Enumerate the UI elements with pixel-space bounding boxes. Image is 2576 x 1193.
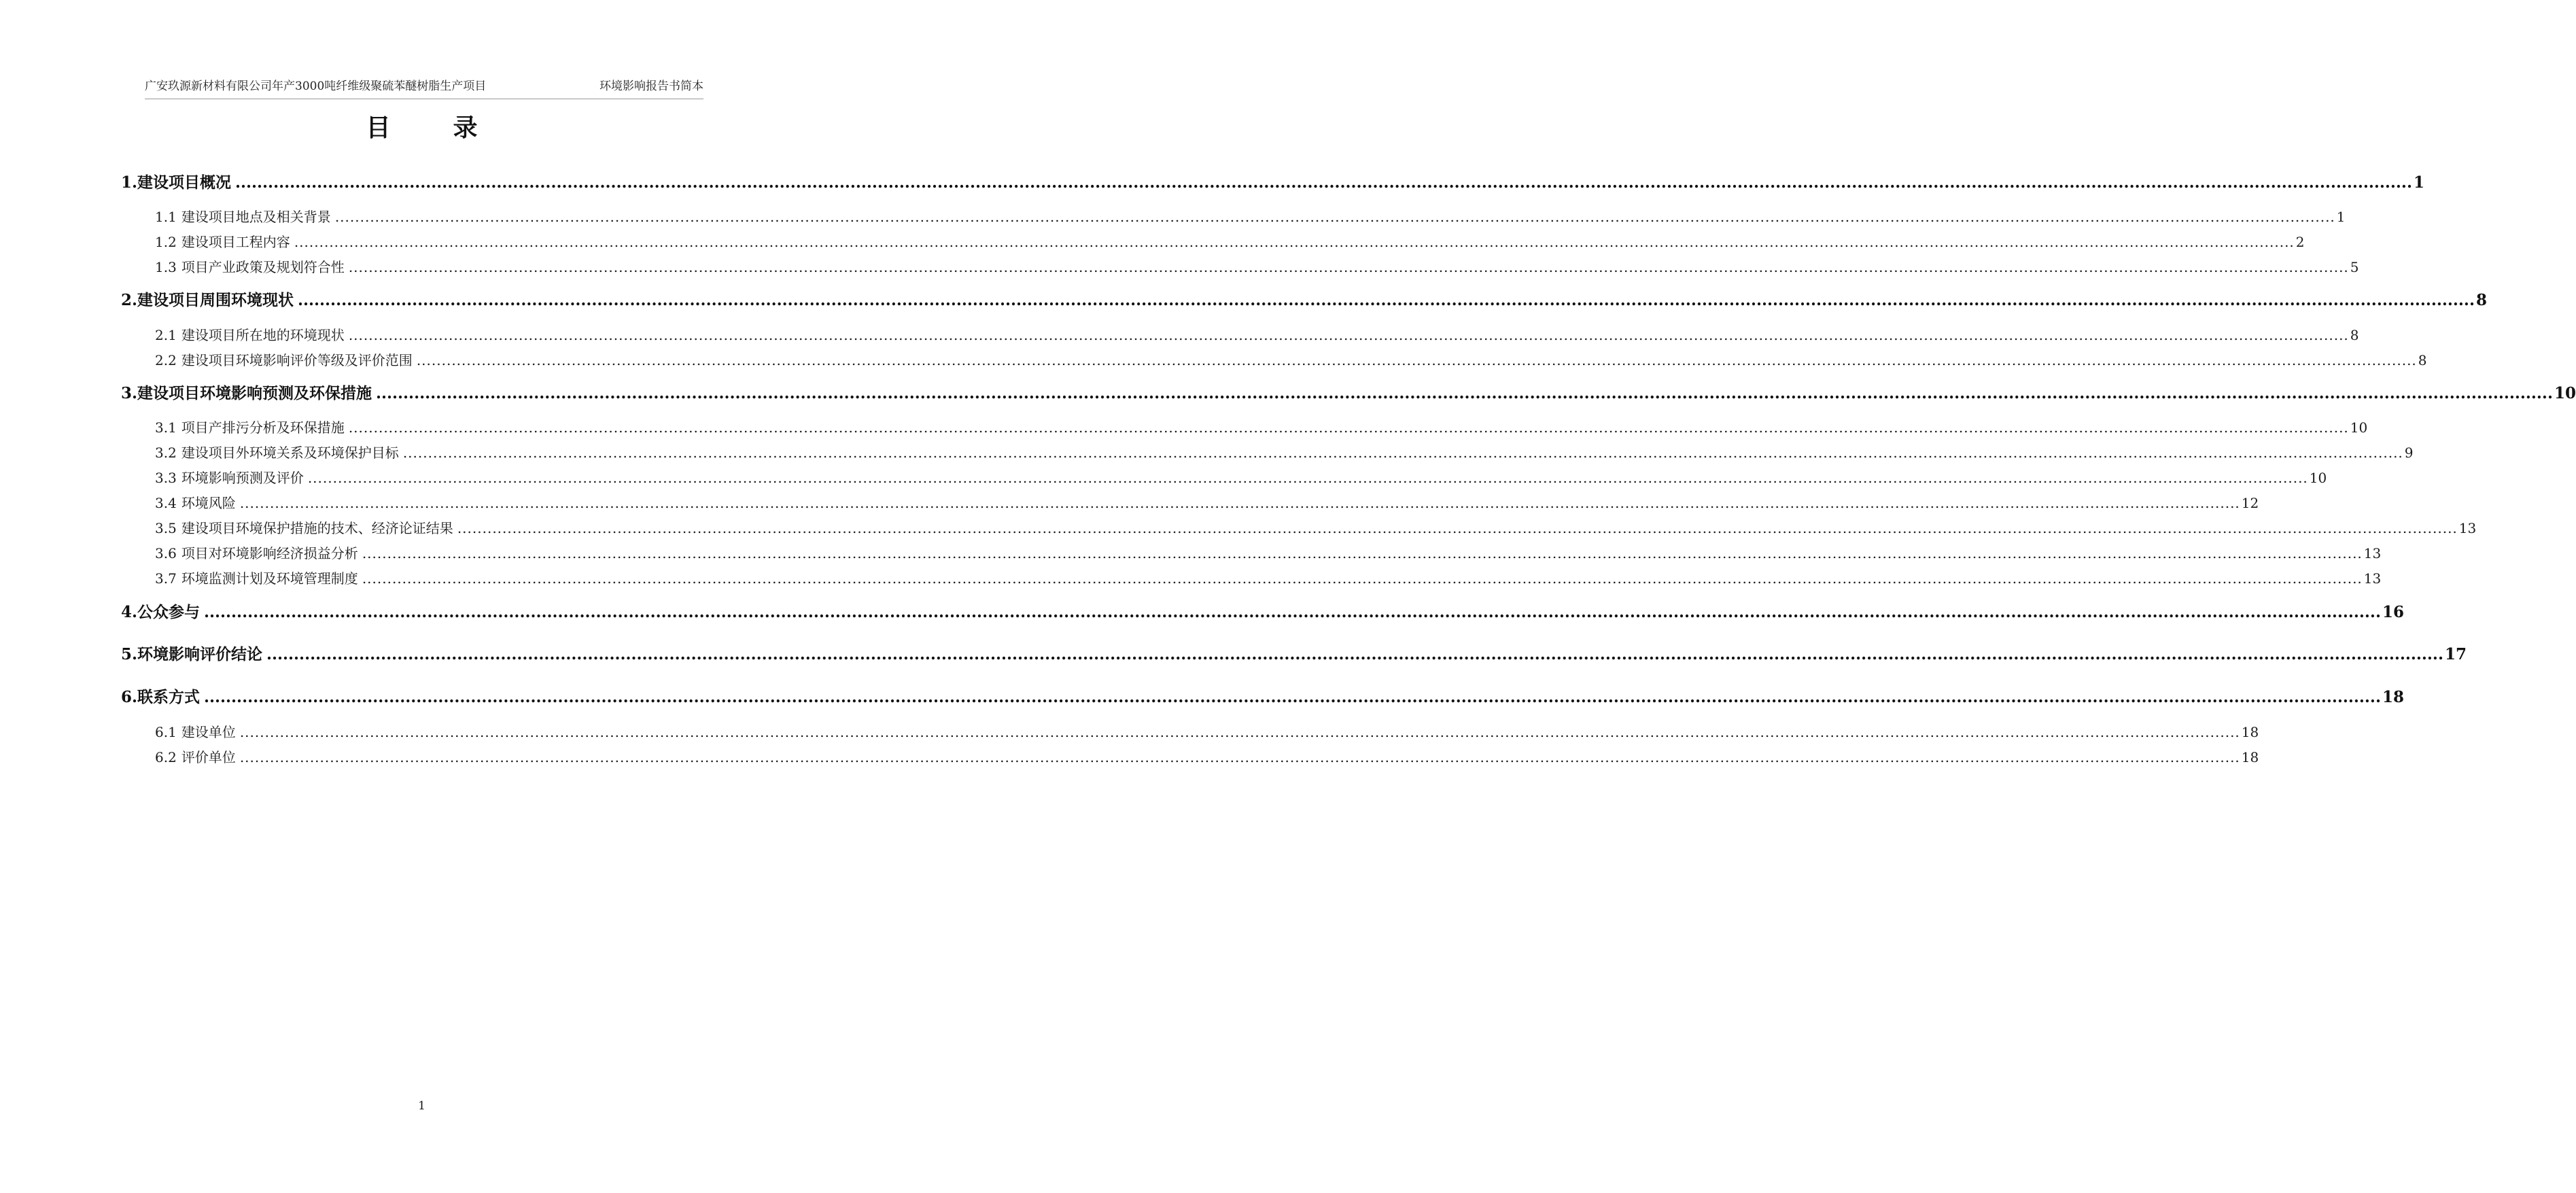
toc-entry[interactable]: [155, 208, 2346, 226]
toc-entry-title: 环境影响预测及评价: [181, 470, 304, 486]
toc-entry-page: 16: [2382, 603, 2404, 621]
toc-leader-dots: ................................................................................................................................................................................................................................................................................................................................................................................................................: [362, 545, 2363, 561]
toc-leader-dots: ................................................................................................................................................................................................................................................................................................................................................................................................................: [298, 291, 2475, 309]
toc-leader-dots: ................................................................................................................................................................................................................................................................................................................................................................................................................: [376, 384, 2553, 402]
toc-leader-dots: ................................................................................................................................................................................................................................................................................................................................................................................................................: [239, 724, 2240, 740]
header-project-title: 广安玖源新材料有限公司年产3000吨纤维级聚硫苯醚树脂生产项目: [145, 80, 487, 93]
toc-leader-dots: ................................................................................................................................................................................................................................................................................................................................................................................................................: [235, 173, 2412, 192]
toc-entry[interactable]: [155, 469, 2327, 487]
toc-entry-number: 1.1: [155, 209, 177, 225]
toc-entry-page: 13: [2458, 520, 2477, 536]
toc-entry-title: 公众参与: [137, 603, 201, 621]
toc-entry-page: 10: [2309, 470, 2327, 486]
toc-entry-number: 3.2: [155, 445, 177, 461]
toc-leader-dots: ................................................................................................................................................................................................................................................................................................................................................................................................................: [334, 209, 2335, 225]
toc-leader-dots: ................................................................................................................................................................................................................................................................................................................................................................................................................: [362, 570, 2363, 587]
toc-entry-title: 建设项目所在地的环境现状: [181, 327, 345, 343]
toc-entry-page: 5: [2350, 259, 2359, 275]
toc-entry-page: 13: [2363, 545, 2382, 561]
toc-entry[interactable]: [155, 519, 2477, 537]
toc-entry-page: 10: [2350, 419, 2368, 436]
toc-entry-page: 18: [2241, 724, 2259, 740]
toc-entry-number: 2.2: [155, 352, 177, 368]
toc-entry-number: 1.2: [155, 234, 177, 250]
toc-entry-number: 6.2: [155, 749, 177, 765]
toc-entry-number: 3.5: [155, 520, 177, 536]
toc-leader-dots: ................................................................................................................................................................................................................................................................................................................................................................................................................: [416, 352, 2417, 368]
toc-entry-number: 2.1: [155, 327, 177, 343]
toc-entry-number: 6.1: [155, 724, 177, 740]
toc-leader-dots: ................................................................................................................................................................................................................................................................................................................................................................................................................: [204, 603, 2381, 621]
toc-entry-title: 建设项目环境影响预测及环保措施: [137, 384, 372, 402]
toc-entry-number: 1.3: [155, 259, 177, 275]
toc-leader-dots: ................................................................................................................................................................................................................................................................................................................................................................................................................: [402, 445, 2403, 461]
toc-entry-number: 3.4: [155, 495, 177, 511]
toc-entry-title: 项目对环境影响经济损益分析: [181, 545, 358, 561]
toc-leader-dots: ................................................................................................................................................................................................................................................................................................................................................................................................................: [348, 419, 2349, 436]
toc-entry-number: 5.: [121, 645, 138, 663]
toc-leader-dots: ................................................................................................................................................................................................................................................................................................................................................................................................................: [457, 520, 2458, 536]
toc-leader-dots: ................................................................................................................................................................................................................................................................................................................................................................................................................: [204, 688, 2381, 706]
toc-entry[interactable]: [155, 419, 2368, 436]
toc-entry[interactable]: [155, 258, 2359, 276]
toc-entry-title: 建设项目工程内容: [181, 234, 290, 250]
toc-leader-dots: ................................................................................................................................................................................................................................................................................................................................................................................................................: [266, 645, 2443, 663]
toc-entry[interactable]: [121, 644, 2467, 665]
toc-entry[interactable]: [121, 602, 2404, 623]
toc-entry-page: 8: [2350, 327, 2359, 343]
toc-entry-title: 项目产排污分析及环保措施: [181, 419, 345, 436]
toc-entry-title: 建设项目外环境关系及环境保护目标: [181, 445, 399, 461]
toc-entry-title: 建设项目概况: [137, 173, 232, 192]
toc-entry-page: 1: [2336, 209, 2346, 225]
toc-entry-title: 环境监测计划及环境管理制度: [181, 570, 358, 587]
toc-entry[interactable]: [155, 494, 2259, 512]
toc-entry-page: 10: [2554, 384, 2576, 402]
toc-entry-number: 2.: [121, 291, 138, 309]
toc-leader-dots: ................................................................................................................................................................................................................................................................................................................................................................................................................: [307, 470, 2308, 486]
toc-entry-number: 3.7: [155, 570, 177, 587]
toc-entry-number: 3.: [121, 384, 138, 402]
toc-leader-dots: ................................................................................................................................................................................................................................................................................................................................................................................................................: [239, 749, 2240, 765]
toc-entry-page: 18: [2241, 749, 2259, 765]
toc-entry[interactable]: [155, 326, 2359, 344]
toc-entry[interactable]: [121, 290, 2487, 311]
toc-leader-dots: ................................................................................................................................................................................................................................................................................................................................................................................................................: [294, 234, 2295, 250]
toc-leader-dots: ................................................................................................................................................................................................................................................................................................................................................................................................................: [239, 495, 2240, 511]
toc-entry[interactable]: [155, 570, 2382, 587]
page-number: 1: [418, 1099, 425, 1113]
toc-entry-title: 环境影响评价结论: [137, 645, 263, 663]
toc-entry-page: 8: [2475, 291, 2487, 309]
toc-entry[interactable]: [155, 444, 2414, 462]
toc-entry[interactable]: [155, 351, 2427, 369]
toc-entry-number: 3.3: [155, 470, 177, 486]
toc-title: 目录: [366, 114, 540, 142]
toc-entry-title: 建设项目地点及相关背景: [181, 209, 331, 225]
toc-entry-page: 9: [2404, 445, 2414, 461]
toc-entry-title: 评价单位: [181, 749, 236, 765]
toc-entry[interactable]: [155, 544, 2382, 562]
toc-entry[interactable]: [121, 383, 2576, 404]
toc-leader-dots: ................................................................................................................................................................................................................................................................................................................................................................................................................: [348, 327, 2349, 343]
toc-entry[interactable]: [155, 748, 2259, 766]
toc-entry[interactable]: [121, 687, 2404, 708]
toc-entry-title: 建设项目周围环境现状: [137, 291, 294, 309]
toc-leader-dots: ................................................................................................................................................................................................................................................................................................................................................................................................................: [348, 259, 2349, 275]
toc-entry-page: 2: [2295, 234, 2305, 250]
toc-entry-page: 17: [2444, 645, 2467, 663]
toc-entry[interactable]: [155, 723, 2259, 741]
toc-entry-title: 项目产业政策及规划符合性: [181, 259, 345, 275]
toc-entry-page: 1: [2413, 173, 2424, 192]
toc-entry-number: 1.: [121, 173, 138, 192]
toc-entry-title: 联系方式: [137, 688, 201, 706]
toc-entry-title: 环境风险: [181, 495, 236, 511]
page-header: [145, 79, 703, 94]
toc-entry-page: 18: [2382, 688, 2404, 706]
toc-entry-title: 建设项目环境保护措施的技术、经济论证结果: [181, 520, 453, 536]
toc-entry-page: 13: [2363, 570, 2382, 587]
toc-entry-number: 3.1: [155, 419, 177, 436]
toc-entry-page: 8: [2418, 352, 2427, 368]
toc-entry-number: 4.: [121, 603, 138, 621]
header-document-type: 环境影响报告书简本: [599, 80, 703, 93]
toc-entry-title: 建设项目环境影响评价等级及评价范围: [181, 352, 413, 368]
toc-entry-number: 3.6: [155, 545, 177, 561]
toc-entry[interactable]: [121, 173, 2424, 193]
toc-entry-title: 建设单位: [181, 724, 236, 740]
toc-entry[interactable]: [155, 233, 2305, 251]
toc-entry-number: 6.: [121, 688, 138, 706]
toc-entry-page: 12: [2241, 495, 2259, 511]
